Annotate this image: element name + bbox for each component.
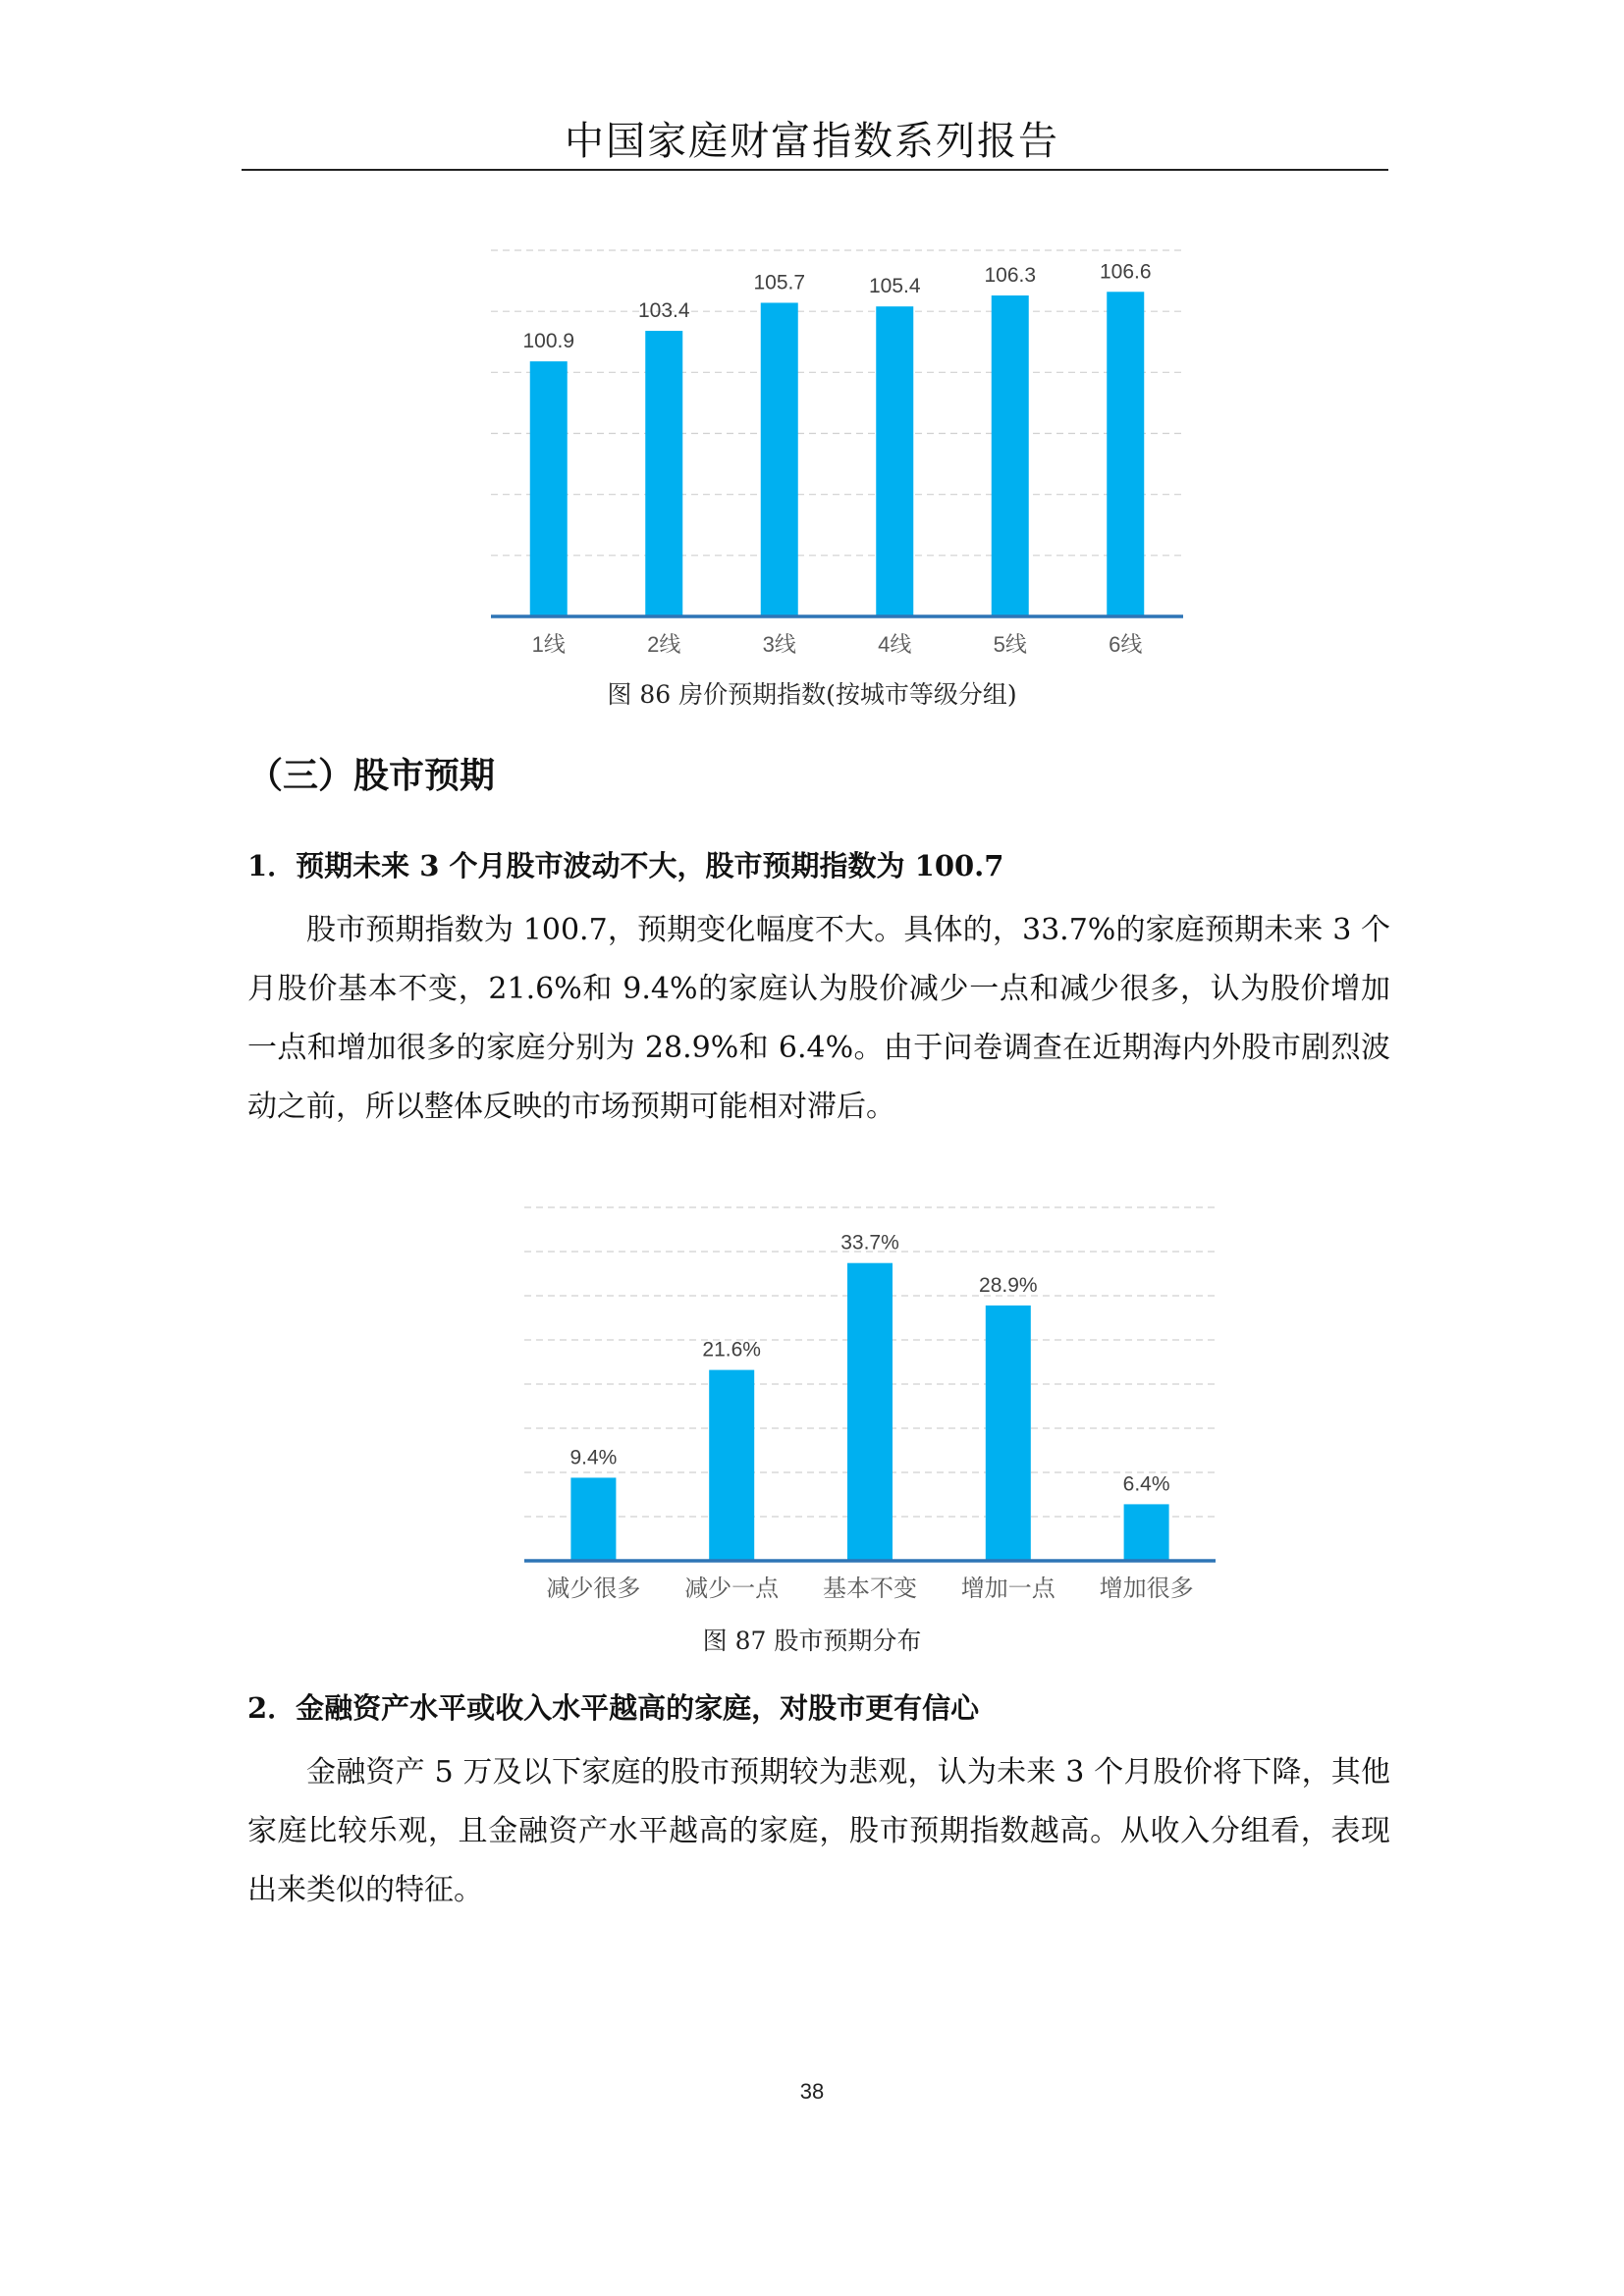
bar-value-label: 100.9 — [522, 330, 575, 353]
category-label: 减少一点 — [684, 1575, 780, 1602]
category-label: 1线 — [531, 632, 566, 657]
bar — [986, 1306, 1031, 1561]
category-label: 增加很多 — [1099, 1575, 1194, 1602]
category-label: 减少很多 — [546, 1575, 641, 1602]
subsection-1-title: 1．预期未来 3 个月股市波动不大，股市预期指数为 100.7 — [247, 849, 1004, 882]
category-label: 4线 — [878, 632, 912, 657]
house-price-expectation-chart — [491, 240, 1198, 672]
category-label: 3线 — [762, 632, 796, 657]
bar-value-label: 105.4 — [868, 275, 921, 298]
bar — [709, 1370, 754, 1561]
bar-value-label: 9.4% — [569, 1446, 618, 1469]
category-label: 增加一点 — [960, 1575, 1056, 1602]
report-header-title: 中国家庭财富指数系列报告 — [565, 119, 1059, 164]
bar-value-label: 21.6% — [702, 1338, 761, 1362]
bar-value-label: 6.4% — [1122, 1472, 1170, 1496]
bar — [876, 306, 913, 616]
header-rule — [242, 169, 1388, 171]
bar — [1124, 1504, 1169, 1561]
bar-value-label: 103.4 — [637, 299, 690, 323]
figure-86-caption: 图 86 房价预期指数(按城市等级分组) — [607, 680, 1017, 709]
bar-value-label: 106.6 — [1099, 260, 1152, 284]
category-label: 2线 — [647, 632, 681, 657]
bar — [570, 1477, 616, 1561]
category-label: 6线 — [1109, 632, 1143, 657]
bar — [847, 1263, 893, 1561]
bar-value-label: 33.7% — [840, 1231, 899, 1255]
subsection-1-paragraph: 股市预期指数为 100.7，预期变化幅度不大。具体的，33.7%的家庭预期未来 3 个月股价基本不变，21.6%和 9.4%的家庭认为股价减少一点和减少很多，认为股价增加一点和增加很多的家庭分别为 28.9%和 6.4%。由于问卷调查在近期海内外股市剧烈波动之前，所以整体反映的市场预期可能相对滞后。 — [247, 913, 1390, 1124]
bar-value-label: 106.3 — [984, 264, 1037, 288]
bar — [761, 302, 798, 616]
page-number: 38 — [799, 2079, 825, 2104]
stock-expectation-chart — [520, 1202, 1227, 1615]
bar — [645, 331, 682, 616]
category-label: 5线 — [993, 632, 1027, 657]
figure-87-caption: 图 87 股市预期分布 — [702, 1627, 922, 1655]
bar — [992, 295, 1029, 616]
category-label: 基本不变 — [823, 1575, 917, 1602]
bar — [1107, 292, 1144, 616]
subsection-2-paragraph: 金融资产 5 万及以下家庭的股市预期较为悲观，认为未来 3 个月股价将下降，其他家庭比较乐观，且金融资产水平越高的家庭，股市预期指数越高。从收入分组看，表现出来类似的特征。 — [247, 1755, 1390, 1907]
subsection-2-title: 2．金融资产水平或收入水平越高的家庭，对股市更有信心 — [247, 1691, 980, 1725]
bar-value-label: 105.7 — [753, 271, 806, 294]
bar — [530, 361, 568, 616]
section-title: （三）股市预期 — [247, 755, 496, 796]
bar-value-label: 28.9% — [979, 1273, 1038, 1297]
